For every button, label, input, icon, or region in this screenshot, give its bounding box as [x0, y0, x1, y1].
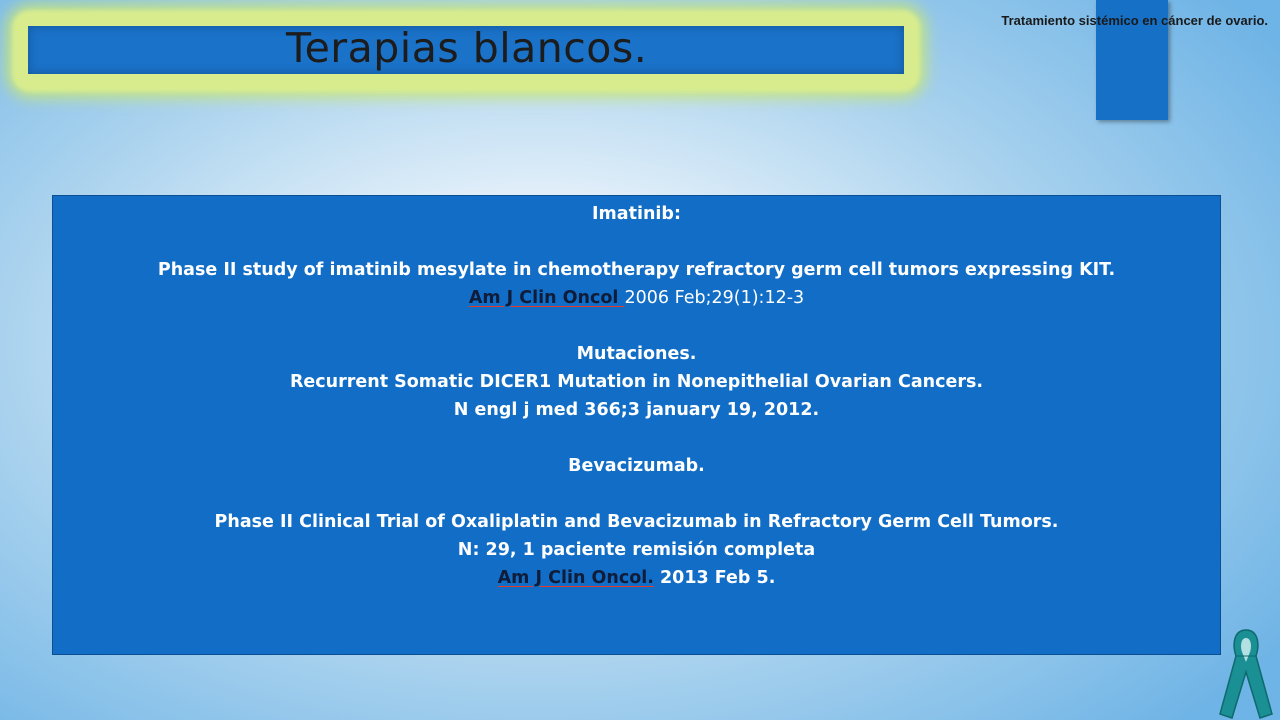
- imatinib-ref-date: 2006 Feb;29(1):12-3: [624, 288, 805, 308]
- bev-ref-date: 2013 Feb 5.: [653, 568, 776, 588]
- bevacizumab-heading: Bevacizumab.: [568, 456, 705, 476]
- dicer-study: Recurrent Somatic DICER1 Mutation in Nonepithelial Ovarian Cancers.: [289, 372, 984, 392]
- imatinib-study: Phase II study of imatinib mesylate in chemotherapy refractory germ cell tumors expressing KIT.: [157, 260, 1116, 280]
- imatinib-reference: [53, 284, 1220, 312]
- bev-journal-link[interactable]: Am J Clin Oncol.: [497, 568, 654, 588]
- content-box: [52, 195, 1221, 655]
- bev-reference: [53, 564, 1220, 592]
- page-title: Terapias blancos.: [286, 24, 648, 72]
- bev-study: Phase II Clinical Trial of Oxaliplatin and Bevacizumab in Refractory Germ Cell Tumors.: [214, 512, 1059, 532]
- dicer-reference: N engl j med 366;3 january 19, 2012.: [453, 400, 820, 420]
- header-note: Tratamiento sistémico en cáncer de ovario.: [1001, 13, 1268, 28]
- bev-result: N: 29, 1 paciente remisión completa: [457, 540, 816, 560]
- awareness-ribbon-icon: [1216, 622, 1280, 720]
- imatinib-journal-link[interactable]: Am J Clin Oncol: [468, 288, 625, 308]
- imatinib-heading: Imatinib:: [592, 204, 681, 224]
- mutaciones-heading: Mutaciones.: [576, 344, 697, 364]
